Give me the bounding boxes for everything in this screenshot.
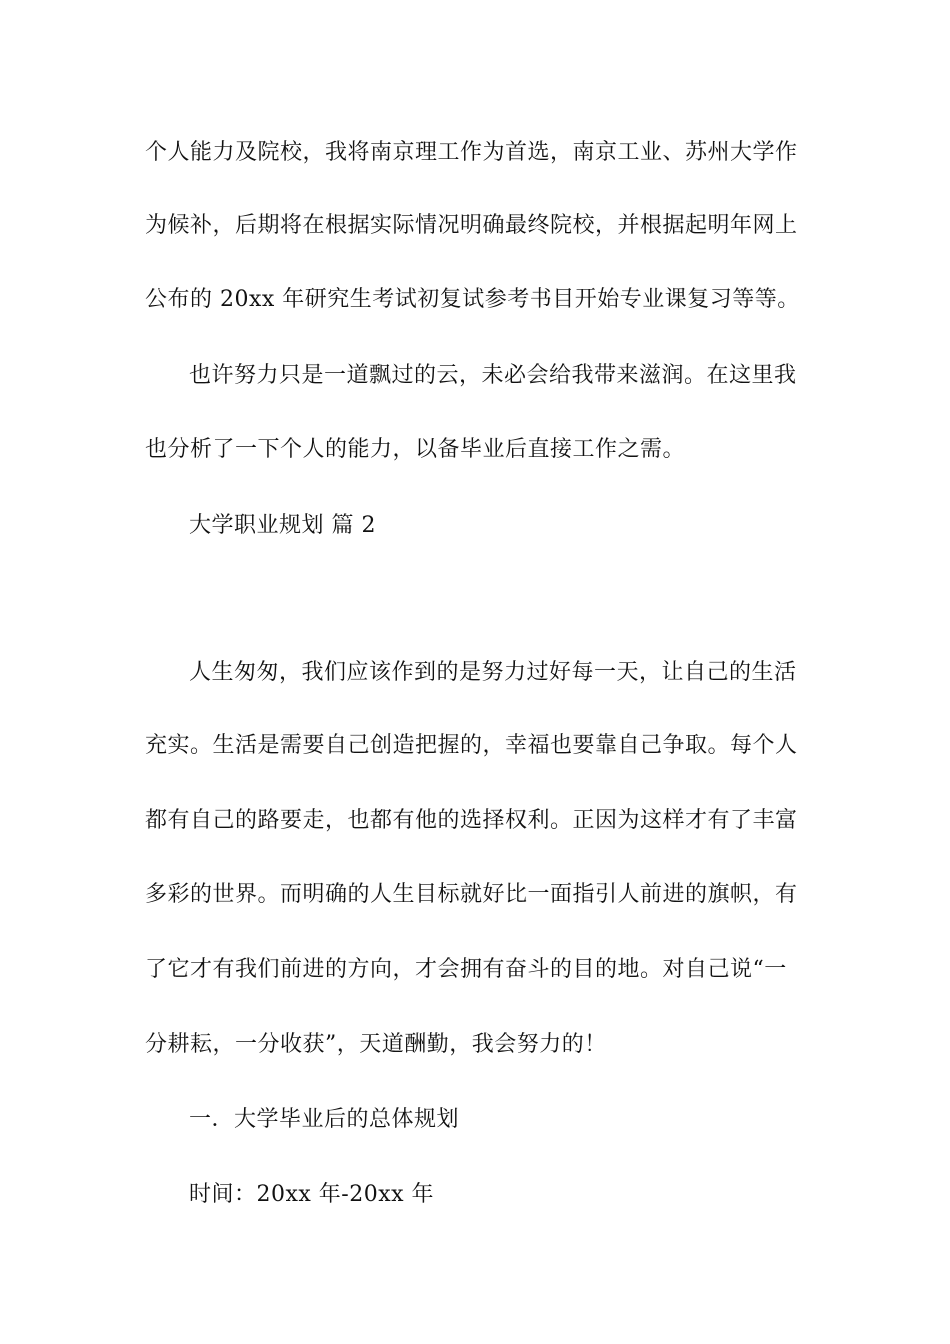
paragraph-line: 时间：20xx 年-20xx 年 xyxy=(189,1182,435,1207)
paragraph-line: 多彩的世界。而明确的人生目标就好比一面指引人前进的旗帜，有 xyxy=(145,882,798,907)
paragraph-line: 了它才有我们前进的方向，才会拥有奋斗的目的地。对自己说“一 xyxy=(145,957,787,982)
paragraph-line: 分耕耘，一分收获”，天道酬勤，我会努力的！ xyxy=(145,1032,607,1057)
section-heading: 大学职业规划 篇 2 xyxy=(189,513,376,538)
paragraph-line: 也分析了一下个人的能力，以备毕业后直接工作之需。 xyxy=(145,437,686,462)
paragraph-line: 人生匆匆，我们应该作到的是努力过好每一天，让自己的生活 xyxy=(189,660,797,685)
paragraph-line: 个人能力及院校，我将南京理工作为首选，南京工业、苏州大学作 xyxy=(145,140,798,165)
paragraph-line: 公布的 20xx 年研究生考试初复试参考书目开始专业课复习等等。 xyxy=(145,287,800,312)
paragraph-line: 都有自己的路要走，也都有他的选择权利。正因为这样才有了丰富 xyxy=(145,808,798,833)
paragraph-line: 也许努力只是一道飘过的云，未必会给我带来滋润。在这里我 xyxy=(189,363,797,388)
subsection-heading: 一．大学毕业后的总体规划 xyxy=(189,1107,460,1132)
paragraph-line: 充实。生活是需要自己创造把握的，幸福也要靠自己争取。每个人 xyxy=(145,733,798,758)
paragraph-line: 为候补，后期将在根据实际情况明确最终院校，并根据起明年网上 xyxy=(145,213,798,238)
